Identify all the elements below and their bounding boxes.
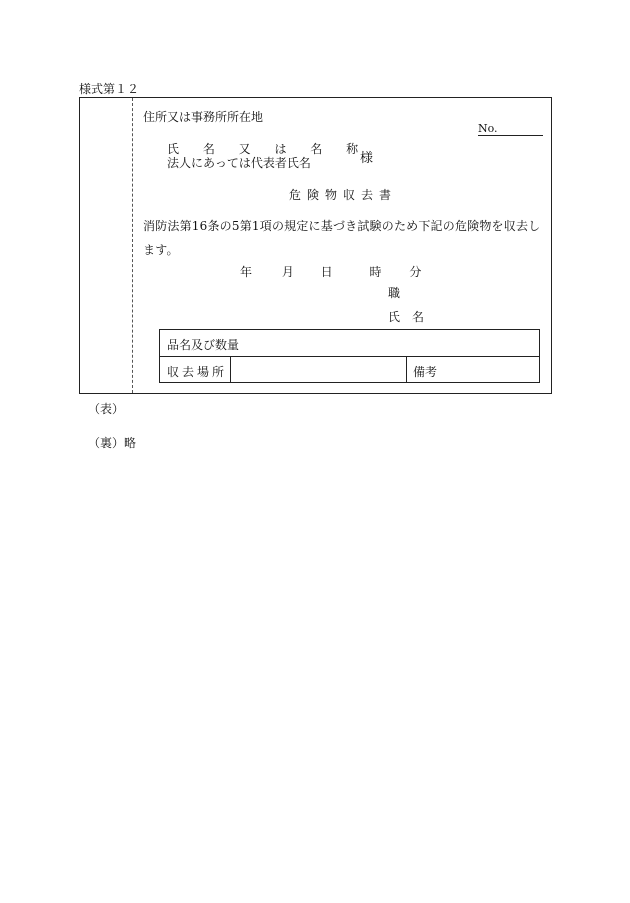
- collection-place-field[interactable]: [231, 357, 405, 383]
- representative-label: 法人にあっては代表者氏名: [167, 156, 311, 170]
- date-hour-label: 時: [369, 265, 382, 279]
- document-number-field[interactable]: [478, 122, 543, 136]
- front-note: （表）: [88, 402, 125, 416]
- official-name-label: 氏 名: [388, 310, 425, 324]
- form-frame: [79, 97, 552, 394]
- honorific-label: 様: [360, 151, 374, 166]
- date-row: [240, 263, 421, 280]
- body-text: 消防法第16条の5第1項の規定に基づき試験のため下記の危険物を収去します。: [143, 219, 541, 257]
- items-row-product: [160, 330, 539, 357]
- official-title-label: 職: [388, 286, 401, 300]
- name-label: 氏 名 又 は 名 称: [167, 142, 369, 156]
- items-table: [159, 329, 540, 383]
- collection-place-label: 収去場所: [167, 365, 228, 379]
- remarks-field[interactable]: [440, 357, 539, 383]
- table-divider: [406, 356, 407, 383]
- date-minute-label: 分: [409, 265, 422, 279]
- back-note: （裏）略: [88, 436, 137, 450]
- date-day-label: 日: [320, 265, 333, 279]
- product-quantity-label: 品名及び数量: [167, 338, 240, 352]
- document-title: 危険物収去書: [289, 188, 398, 202]
- form-number-label: 様式第１２: [79, 82, 140, 96]
- perforation-line: [132, 98, 133, 393]
- address-label: 住所又は事務所所在地: [143, 110, 264, 124]
- date-year-label: 年: [240, 265, 253, 279]
- document-number-label: No.: [478, 122, 498, 135]
- remarks-label: 備考: [413, 365, 438, 379]
- date-month-label: 月: [281, 265, 294, 279]
